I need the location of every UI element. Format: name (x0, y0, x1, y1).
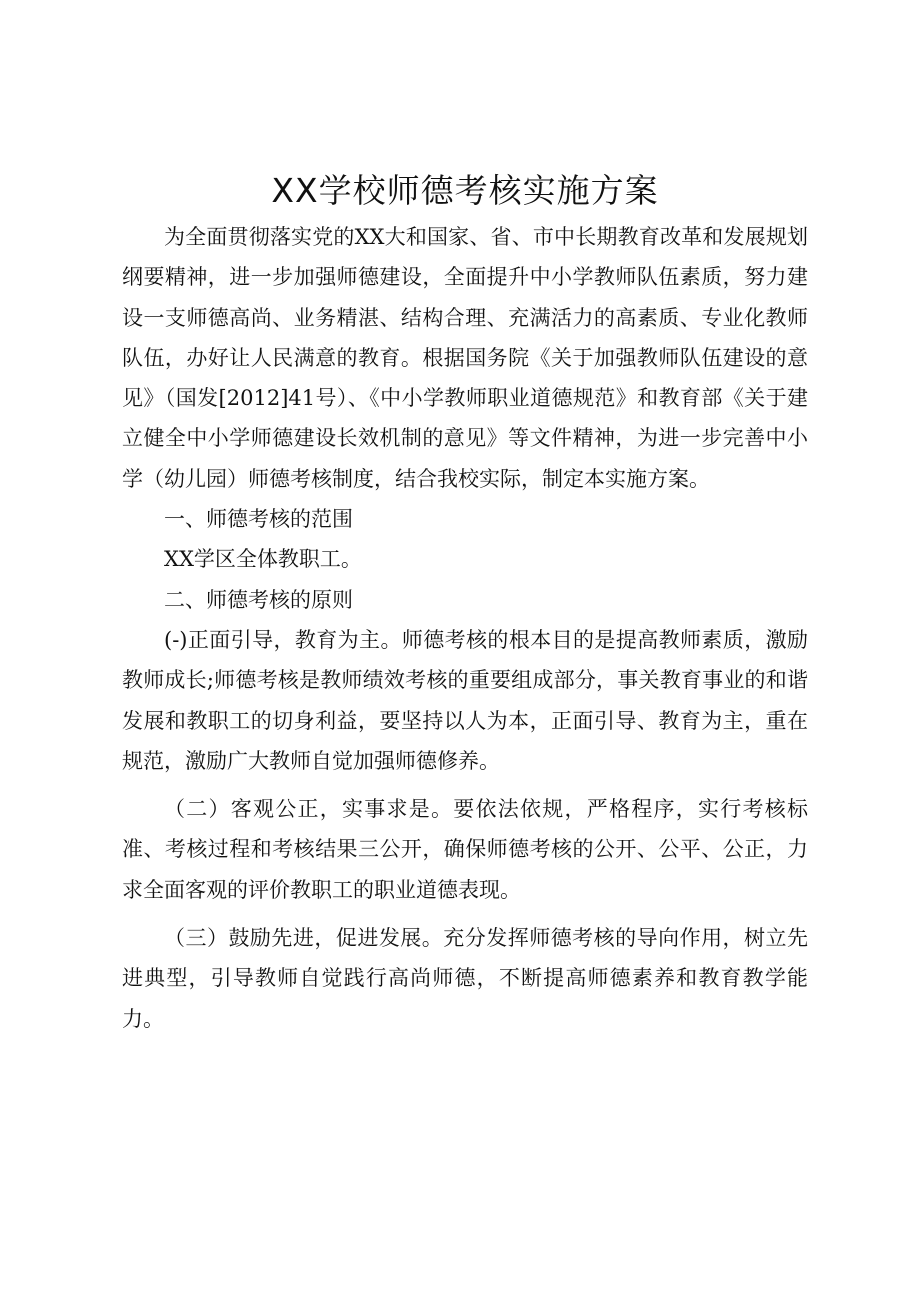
principle-1-paragraph: (-)正面引导，教育为主。师德考核的根本目的是提高教师素质，激励教师成长;师德考核是教师绩效考核的重要组成部分，事关教育事业的和谐发展和教职工的切身利益，要坚持以人为本，正面引导、教育为主，重在规范，激励广大教师自觉加强师德修养。 (122, 627, 808, 773)
principle-2-paragraph: （二）客观公正，实事求是。要依法依规，严格程序，实行考核标准、考核过程和考核结果三公开，确保师德考核的公开、公平、公正，力求全面客观的评价教职工的职业道德表现。 (122, 797, 808, 902)
intro-paragraph: 为全面贯彻落实党的XX大和国家、省、市中长期教育改革和发展规划纲要精神，进一步加强师德建设，全面提升中小学教师队伍素质，努力建设一支师德高尚、业务精湛、结构合理、充满活力的高素质、专业化教师队伍，办好让人民满意的教育。根据国务院《关于加强教师队伍建设的意见》（国发[2012]41号）、《中小学教师职业道德规范》和教育部《关于建立健全中小学师德建设长效机制的意见》等文件精神，为进一步完善中小学（幼儿园）师德考核制度，结合我校实际，制定本实施方案。 (122, 225, 808, 491)
section-1-heading: 一、师德考核的范围 (164, 507, 353, 532)
principle-3-paragraph: （三）鼓励先进，促进发展。充分发挥师德考核的导向作用，树立先进典型，引导教师自觉践行高尚师德，不断提高师德素养和教育教学能力。 (122, 926, 808, 1031)
section-2-heading: 二、师德考核的原则 (164, 587, 353, 612)
section-1-text: XX学区全体教职工。 (164, 547, 362, 572)
document-title: XX学校师德考核实施方案 (271, 171, 659, 210)
document-body (122, 217, 808, 1039)
